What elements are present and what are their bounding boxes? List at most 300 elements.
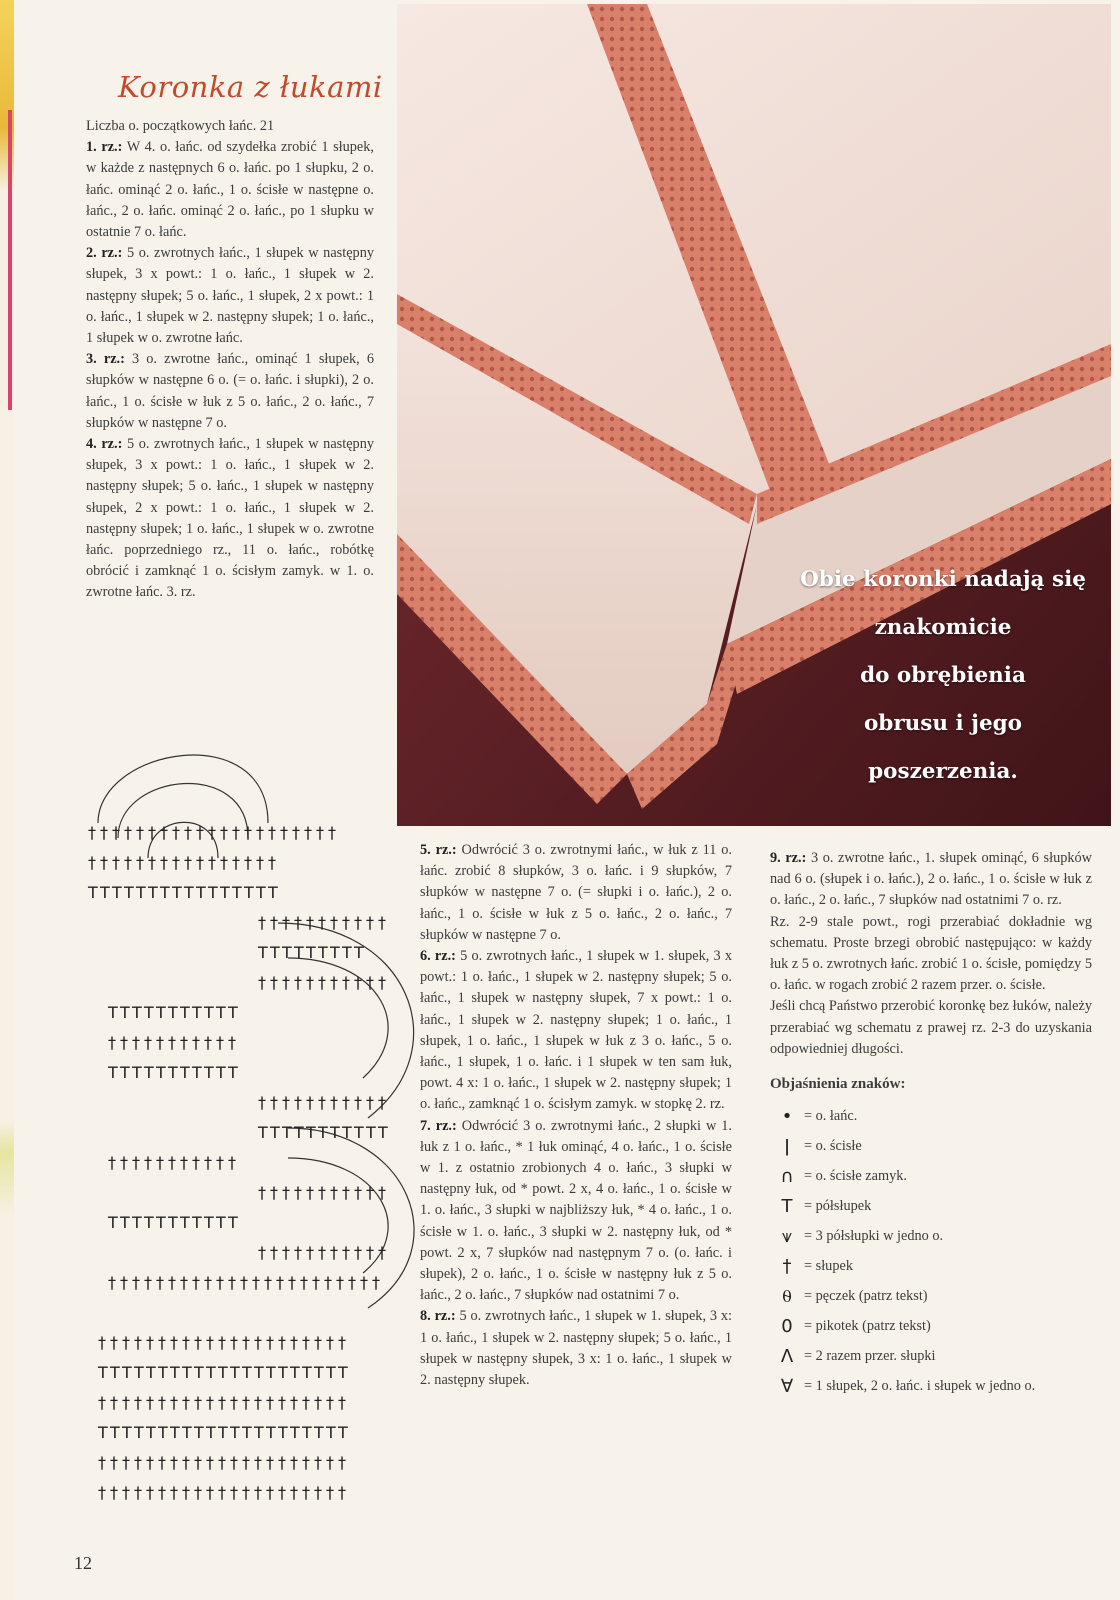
- stitch-symbol: T: [192, 1213, 202, 1232]
- legend-symbol-icon: •: [781, 1105, 793, 1127]
- stitch-symbol: †: [268, 853, 276, 872]
- stitch-symbol: †: [194, 1483, 202, 1502]
- stitch-symbol: †: [360, 1273, 368, 1292]
- legend-symbol-icon: ⍬: [781, 1285, 793, 1307]
- stitch-symbol: †: [242, 1483, 250, 1502]
- stitch-symbol: T: [136, 883, 146, 902]
- stitch-symbol: †: [302, 1483, 310, 1502]
- stitch-symbol: †: [268, 823, 276, 842]
- stitch-symbol: T: [216, 1063, 226, 1082]
- stitch-symbol: T: [230, 1423, 240, 1442]
- stitch-symbol: †: [136, 853, 144, 872]
- legend-text: = 2 razem przer. słupki: [804, 1347, 936, 1364]
- stitch-symbol: T: [232, 883, 242, 902]
- stitch-symbol: T: [330, 1123, 340, 1142]
- stitch-symbol: †: [342, 1243, 350, 1262]
- stitch-symbol: †: [122, 1453, 130, 1472]
- instruction-paragraph: [86, 434, 374, 604]
- stitch-symbol: †: [232, 853, 240, 872]
- stitch-symbol: T: [194, 1363, 204, 1382]
- stitch-symbol: †: [120, 1033, 128, 1052]
- stitch-symbol: †: [182, 1333, 190, 1352]
- stitch-symbol: T: [194, 1423, 204, 1442]
- stitch-symbol: †: [342, 1183, 350, 1202]
- legend-text: = półsłupek: [804, 1197, 872, 1214]
- stitch-symbol: †: [230, 1453, 238, 1472]
- stitch-symbol: †: [258, 1243, 266, 1262]
- stitch-symbol: †: [266, 1483, 274, 1502]
- stitch-symbol: †: [292, 823, 300, 842]
- stitch-symbol: †: [336, 1273, 344, 1292]
- legend-symbol-icon: ǀ: [784, 1135, 790, 1157]
- stitch-symbol: T: [182, 1363, 192, 1382]
- stitch-symbol: †: [132, 1033, 140, 1052]
- stitch-symbol: T: [206, 1363, 216, 1382]
- stitch-symbol: †: [110, 1453, 118, 1472]
- legend-text: = o. ścisłe: [804, 1137, 862, 1154]
- stitch-symbol: †: [302, 1333, 310, 1352]
- stitch-symbol: T: [112, 883, 122, 902]
- stitch-symbol: T: [204, 1063, 214, 1082]
- stitch-symbol: T: [134, 1363, 144, 1382]
- stitch-symbol: T: [266, 1423, 276, 1442]
- legend-item: [770, 1251, 1092, 1281]
- stitch-symbol: †: [170, 1453, 178, 1472]
- stitch-symbol: †: [124, 823, 132, 842]
- instruction-paragraph: [770, 996, 1092, 1060]
- stitch-symbol: T: [294, 943, 304, 962]
- stitch-symbol: †: [172, 823, 180, 842]
- stitch-symbol: †: [204, 1153, 212, 1172]
- stitch-symbol: †: [264, 1273, 272, 1292]
- stitch-symbol: †: [132, 1273, 140, 1292]
- stitch-symbol: †: [112, 823, 120, 842]
- stitch-symbol: †: [182, 1393, 190, 1412]
- stitch-symbol: †: [240, 1273, 248, 1292]
- stitch-symbol: T: [88, 883, 98, 902]
- stitch-symbol: †: [330, 973, 338, 992]
- stitch-symbol: †: [122, 1483, 130, 1502]
- legend-item: [770, 1341, 1092, 1371]
- stitch-symbol: †: [216, 1273, 224, 1292]
- legend-text: = pikotek (patrz tekst): [804, 1317, 931, 1334]
- stitch-symbol: †: [282, 1243, 290, 1262]
- stitch-symbol: T: [228, 1003, 238, 1022]
- row-label: 1. rz.:: [86, 139, 123, 156]
- stitch-symbol: †: [254, 1483, 262, 1502]
- stitch-symbol: †: [122, 1393, 130, 1412]
- instruction-text: 3 o. zwrotne łańc., 1. słupek ominąć, 6 słupków nad 6 o. (słupek i o. łańc.), 2 o. łańc., 1 o. ścisłe w łuk z o. łańc., 2 o. łańc., 7 słupków nad ostatnimi 7 o. rz.: [770, 850, 1092, 909]
- stitch-symbol: T: [110, 1363, 120, 1382]
- instruction-paragraph: [770, 848, 1092, 912]
- stitch-symbol: T: [242, 1423, 252, 1442]
- stitch-symbol: †: [206, 1393, 214, 1412]
- stitch-symbol: †: [302, 1393, 310, 1412]
- stitch-symbol: T: [290, 1363, 300, 1382]
- photo-caption: [798, 556, 1088, 796]
- stitch-symbol: †: [276, 1273, 284, 1292]
- caption-line: do obrębienia: [860, 663, 1026, 688]
- stitch-symbol: †: [316, 823, 324, 842]
- stitch-symbol: †: [270, 973, 278, 992]
- stitch-symbol: T: [258, 1123, 268, 1142]
- instructions-column-3: [770, 848, 1092, 1401]
- stitch-symbol: T: [282, 1123, 292, 1142]
- instruction-text: 3 o. zwrotne łańc., ominąć 1 słupek, 6 słupków w następne 6 o. (= o. łańc. i słupki), 2 o. łańc., 1 o. ścisłe w łuk z 5 o. łańc., 2 o. łańc., 7 słupków w następne 7 o.: [86, 351, 374, 431]
- instruction-text: Jeśli chcą Państwo przerobić koronkę bez łuków, należy przerabiać wg schematu z prawej rz. 2-3 do uzyskania odpowiedniej długości.: [770, 998, 1092, 1057]
- stitch-symbol: †: [156, 1033, 164, 1052]
- stitch-symbol: T: [156, 1063, 166, 1082]
- stitch-symbol: T: [230, 1363, 240, 1382]
- stitch-symbol: †: [110, 1483, 118, 1502]
- stitch-symbol: †: [144, 1033, 152, 1052]
- caption-line: obrusu i jego: [863, 711, 1023, 736]
- stitch-symbol: †: [258, 913, 266, 932]
- stitch-symbol: †: [192, 1033, 200, 1052]
- stitch-symbol: †: [220, 853, 228, 872]
- stitch-symbol: †: [326, 1483, 334, 1502]
- stitch-symbol: T: [342, 1123, 352, 1142]
- stitch-symbol: †: [134, 1393, 142, 1412]
- stitch-symbol: †: [354, 913, 362, 932]
- stitch-symbol: †: [184, 853, 192, 872]
- legend-text: = o. łańc.: [804, 1107, 858, 1124]
- stitch-symbol: †: [354, 1243, 362, 1262]
- stitch-symbol: †: [88, 853, 96, 872]
- stitch-symbol: †: [146, 1333, 154, 1352]
- stitch-symbol: T: [168, 1213, 178, 1232]
- stitch-symbol: †: [282, 913, 290, 932]
- stitch-symbol: †: [372, 1273, 380, 1292]
- page-edge-marker: [8, 110, 12, 410]
- stitch-symbol: T: [282, 943, 292, 962]
- stitch-symbol: †: [306, 973, 314, 992]
- stitch-symbol: T: [132, 1003, 142, 1022]
- legend-symbol-icon: 0: [781, 1315, 793, 1337]
- stitch-symbol: †: [184, 823, 192, 842]
- stitch-symbol: T: [98, 1363, 108, 1382]
- stitch-symbol: †: [342, 913, 350, 932]
- stitch-symbol: †: [244, 853, 252, 872]
- stitch-symbol: †: [266, 1333, 274, 1352]
- instruction-paragraph: [86, 243, 374, 349]
- stitch-symbol: †: [120, 1273, 128, 1292]
- stitch-symbol: T: [156, 1003, 166, 1022]
- stitch-symbol: †: [282, 1093, 290, 1112]
- stitch-symbol: T: [172, 883, 182, 902]
- stitch-symbol: †: [258, 1183, 266, 1202]
- stitch-symbol: †: [216, 1033, 224, 1052]
- stitch-symbol: †: [294, 913, 302, 932]
- stitch-symbol: T: [182, 1423, 192, 1442]
- stitch-symbol: †: [134, 1453, 142, 1472]
- stitch-symbol: †: [228, 1153, 236, 1172]
- stitch-symbol: T: [306, 943, 316, 962]
- stitch-symbol: †: [294, 1243, 302, 1262]
- stitch-symbol: T: [326, 1423, 336, 1442]
- stitch-symbol: †: [148, 853, 156, 872]
- stitch-symbol: T: [108, 1063, 118, 1082]
- stitch-symbol: T: [318, 1123, 328, 1142]
- stitch-symbol: T: [144, 1063, 154, 1082]
- stitch-symbol: †: [314, 1483, 322, 1502]
- stitch-symbol: †: [318, 973, 326, 992]
- stitch-symbol: †: [312, 1273, 320, 1292]
- stitch-symbol: T: [144, 1003, 154, 1022]
- stitch-symbol: †: [194, 1333, 202, 1352]
- stitch-symbol: †: [216, 1153, 224, 1172]
- stitch-symbol: †: [342, 1093, 350, 1112]
- stitch-symbol: †: [172, 853, 180, 872]
- stitch-symbol: †: [270, 1183, 278, 1202]
- stitch-symbol: T: [110, 1423, 120, 1442]
- stitch-symbol: †: [342, 973, 350, 992]
- instruction-text: 5 o. zwrotnych łańc., 1 słupek w 1. słupek, 3 x powt.: 1 o. łańc., 1 słupek w 2. następny słupek; 5 o. łańc., 1 słupek w następny słupek, 7 x powt.: 1 o. łańc., 1 słupek w 2. następny słupek; 1 o. łańc., 1 słupek, 1 o. łańc., 1 słupek w łuk z 3 o. łańc., 5 o. łańc., 1 słupek, 1 o. łańc. i 1 słupek w ten sam łuk, powt. 4 x: 1 o. łańc., 1 słupek w 2. następny słupek; 1 o. łańc., zamknąć 1 o. ścisłym zamyk. w stopkę 2. rz.: [420, 948, 733, 1113]
- stitch-symbol: †: [378, 973, 386, 992]
- stitch-symbol: †: [306, 913, 314, 932]
- stitch-symbol: †: [218, 1393, 226, 1412]
- instruction-paragraph: [86, 116, 374, 137]
- stitch-symbol: T: [134, 1423, 144, 1442]
- stitch-symbol: T: [156, 1213, 166, 1232]
- stitch-symbol: T: [132, 1213, 142, 1232]
- stitch-symbol: T: [192, 1063, 202, 1082]
- stitch-symbol: †: [330, 1183, 338, 1202]
- stitch-symbol: †: [314, 1393, 322, 1412]
- stitch-symbol: T: [170, 1363, 180, 1382]
- stitch-symbol: T: [314, 1363, 324, 1382]
- stitch-symbol: †: [378, 1183, 386, 1202]
- legend-item: [770, 1131, 1092, 1161]
- stitch-symbol: †: [338, 1483, 346, 1502]
- stitch-symbol: T: [122, 1363, 132, 1382]
- stitch-symbol: †: [338, 1333, 346, 1352]
- row-label: 5. rz.:: [420, 842, 457, 858]
- stitch-symbol: T: [124, 883, 134, 902]
- stitch-symbol: †: [290, 1393, 298, 1412]
- instructions-column-3-text: [770, 848, 1092, 1060]
- stitch-symbol: †: [144, 1273, 152, 1292]
- stitch-symbol: T: [366, 1123, 376, 1142]
- stitch-symbol: T: [168, 1003, 178, 1022]
- stitch-symbol: †: [378, 1243, 386, 1262]
- legend-text: = słupek: [804, 1257, 853, 1274]
- instruction-text: W 4. o. łańc. od szydełka zrobić 1 słupek, w każde z następnych 6 o. łańc. po 1 słupku, 2 o. łańc. ominąć 2 o. łańc., 1 o. ścisłe w następne o. łańc., 2 o. łańc. ominąć 2 o. łańc., po 1 słupku w ostatnie 7 o. łańc.: [86, 139, 375, 241]
- row-label: 2. rz.:: [86, 245, 123, 262]
- stitch-symbol: T: [180, 1003, 190, 1022]
- stitch-symbol: †: [206, 1453, 214, 1472]
- stitch-symbol: T: [208, 883, 218, 902]
- stitch-symbol: †: [378, 1093, 386, 1112]
- stitch-symbol: T: [318, 943, 328, 962]
- stitch-symbol: T: [206, 1423, 216, 1442]
- stitch-symbol: T: [290, 1423, 300, 1442]
- legend-text: = pęczek (patrz tekst): [804, 1287, 928, 1304]
- stitch-symbol: †: [144, 1153, 152, 1172]
- stitch-symbol: †: [180, 1273, 188, 1292]
- legend-symbol-icon: T: [781, 1195, 793, 1217]
- stitch-symbol: †: [170, 1393, 178, 1412]
- caption-line: poszerzenia.: [868, 759, 1018, 784]
- stitch-symbol: T: [108, 1213, 118, 1232]
- stitch-symbol: T: [196, 883, 206, 902]
- stitch-symbol: †: [254, 1393, 262, 1412]
- stitch-symbol: †: [98, 1453, 106, 1472]
- stitch-symbol: †: [242, 1333, 250, 1352]
- legend-item: [770, 1101, 1092, 1131]
- stitch-symbol: †: [158, 1393, 166, 1412]
- instruction-paragraph: [86, 137, 374, 243]
- stitch-symbol: †: [168, 1153, 176, 1172]
- stitch-symbol: †: [180, 1153, 188, 1172]
- stitch-symbol: †: [300, 1273, 308, 1292]
- stitch-symbol: †: [232, 823, 240, 842]
- stitch-symbol: †: [290, 1453, 298, 1472]
- instruction-text: Liczba o. początkowych łańc. 21: [86, 118, 275, 134]
- stitch-symbol: †: [180, 1033, 188, 1052]
- stitch-symbol: †: [170, 1483, 178, 1502]
- stitch-symbol: T: [158, 1363, 168, 1382]
- stitch-symbol: †: [254, 1333, 262, 1352]
- row-label: 3. rz.:: [86, 351, 125, 368]
- stitch-symbol: †: [366, 913, 374, 932]
- stitch-symbol: †: [242, 1453, 250, 1472]
- stitch-symbol: †: [160, 823, 168, 842]
- row-label: 9. rz.:: [770, 850, 807, 866]
- stitch-symbol: †: [182, 1483, 190, 1502]
- stitch-symbol: †: [266, 1393, 274, 1412]
- stitch-symbol: T: [278, 1423, 288, 1442]
- stitch-symbol: T: [216, 1003, 226, 1022]
- stitch-symbol: †: [318, 1243, 326, 1262]
- stitch-symbol: †: [124, 853, 132, 872]
- row-label: 8. rz.:: [420, 1308, 456, 1325]
- stitch-symbol: †: [196, 853, 204, 872]
- stitch-symbol: †: [278, 1333, 286, 1352]
- stitch-symbol: †: [132, 1153, 140, 1172]
- stitch-symbol: †: [168, 1033, 176, 1052]
- stitch-symbol: †: [230, 1393, 238, 1412]
- legend-item: [770, 1311, 1092, 1341]
- stitch-symbol: T: [160, 883, 170, 902]
- stitch-symbol: †: [108, 1273, 116, 1292]
- stitch-symbol: †: [134, 1333, 142, 1352]
- stitch-symbol: †: [354, 973, 362, 992]
- stitch-symbol: T: [228, 1213, 238, 1232]
- stitch-symbol: †: [156, 1273, 164, 1292]
- stitch-symbol: †: [88, 823, 96, 842]
- stitch-symbol: †: [230, 1483, 238, 1502]
- instruction-text: 5 o. zwrotnych łańc., 1 słupek w następny słupek, 3 x powt.: 1 o. łańc., 1 słupek w 2. następny słupek; 5 o. łańc., 1 słupek w następny słupek, 2 x powt.: 1 o. łańc., 1 słupek w 2. następny słupek; 1 o. łańc., 1 słupek w o. zwrotne łańc. poprzedniego rz., 11 o. łańc., robótkę obrócić i zamknąć 1 o. ścisłym zamyk. w 1. o. zwrotne łańc. 3. rz.: [86, 436, 374, 601]
- row-label: 6. rz.:: [420, 948, 456, 965]
- stitch-symbol: †: [330, 913, 338, 932]
- stitch-symbol: †: [306, 1183, 314, 1202]
- row-label: 4. rz.:: [86, 436, 123, 453]
- stitch-symbol: †: [324, 1273, 332, 1292]
- instructions-column-2: [420, 840, 732, 1391]
- stitch-symbol: †: [290, 1483, 298, 1502]
- stitch-symbol: †: [258, 1093, 266, 1112]
- stitch-symbol: †: [242, 1393, 250, 1412]
- stitch-symbol: T: [354, 1123, 364, 1142]
- stitch-symbol: †: [194, 1453, 202, 1472]
- stitch-symbol: †: [228, 1273, 236, 1292]
- stitch-symbol: T: [220, 883, 230, 902]
- stitch-symbol: †: [218, 1453, 226, 1472]
- stitch-symbol: †: [158, 1333, 166, 1352]
- stitch-symbol: †: [230, 1333, 238, 1352]
- stitch-symbol: †: [326, 1333, 334, 1352]
- stitch-symbol: T: [302, 1363, 312, 1382]
- stitch-symbol: †: [326, 1393, 334, 1412]
- caption-line: znakomicie: [874, 615, 1012, 640]
- stitch-symbol: †: [290, 1333, 298, 1352]
- stitch-symbol: T: [108, 1003, 118, 1022]
- stitch-symbol: T: [306, 1123, 316, 1142]
- stitch-symbol: †: [108, 1033, 116, 1052]
- stitch-symbol: †: [204, 1273, 212, 1292]
- stitch-symbol: T: [254, 1423, 264, 1442]
- stitch-symbol: †: [330, 1093, 338, 1112]
- stitch-symbol: †: [354, 1093, 362, 1112]
- stitch-symbol: T: [258, 943, 268, 962]
- stitch-symbol: †: [218, 1333, 226, 1352]
- stitch-symbol: T: [180, 1213, 190, 1232]
- legend-symbol-icon: ⩛: [781, 1225, 793, 1247]
- stitch-symbol: T: [204, 1213, 214, 1232]
- stitch-symbol: †: [182, 1453, 190, 1472]
- stitch-symbol: T: [270, 1123, 280, 1142]
- stitch-symbol: †: [136, 823, 144, 842]
- stitch-symbol: †: [192, 1273, 200, 1292]
- stitch-symbol: T: [192, 1003, 202, 1022]
- stitch-symbol: †: [206, 1333, 214, 1352]
- stitch-symbol: T: [314, 1423, 324, 1442]
- stitch-symbol: †: [100, 823, 108, 842]
- stitch-symbol: †: [282, 1183, 290, 1202]
- page-number: 12: [74, 1553, 92, 1573]
- stitch-symbol: †: [270, 1243, 278, 1262]
- stitch-symbol: †: [134, 1483, 142, 1502]
- stitch-symbol: T: [180, 1063, 190, 1082]
- stitch-symbol: T: [158, 1423, 168, 1442]
- stitch-symbol: †: [146, 1453, 154, 1472]
- symbol-legend: [770, 1101, 1092, 1401]
- stitch-symbol: †: [244, 823, 252, 842]
- stitch-symbol: T: [146, 1423, 156, 1442]
- stitch-symbol: †: [258, 973, 266, 992]
- stitch-symbol: †: [348, 1273, 356, 1292]
- stitch-symbol: †: [218, 1483, 226, 1502]
- stitch-symbol: †: [204, 1033, 212, 1052]
- stitch-symbol: †: [110, 1393, 118, 1412]
- instruction-text: Rz. 2-9 stale powt., rogi przerabiać dokładnie wg schematu. Proste brzegi obrobić następująco: w każdy łuk z 5 o. zwrotnych łańc. zrobić 1 o. ścisłe, pomiędzy 5 o. łańc. w rogach zrobić 2 razem przer. o. ścisłe.: [770, 913, 1092, 994]
- stitch-symbol: †: [366, 1243, 374, 1262]
- stitch-symbol: T: [354, 943, 364, 962]
- instruction-paragraph: [420, 946, 732, 1116]
- stitch-symbol: †: [110, 1333, 118, 1352]
- stitch-symbol: †: [148, 823, 156, 842]
- stitch-symbol: T: [100, 883, 110, 902]
- stitch-symbol: †: [192, 1153, 200, 1172]
- stitch-symbol: †: [294, 973, 302, 992]
- stitch-symbol: †: [194, 1393, 202, 1412]
- legend-text: = 3 półsłupki w jedno o.: [804, 1227, 944, 1244]
- stitch-symbol: †: [366, 1183, 374, 1202]
- stitch-symbol: T: [338, 1423, 348, 1442]
- instruction-paragraph: [420, 1116, 732, 1307]
- stitch-symbol: †: [196, 823, 204, 842]
